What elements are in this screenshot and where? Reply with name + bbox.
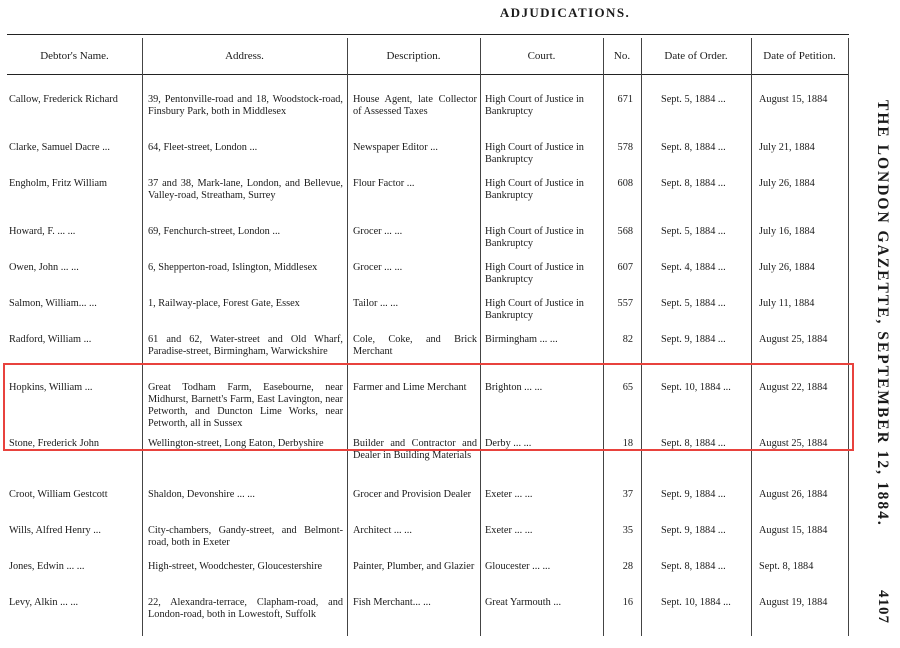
cell-no: 18 (622, 438, 633, 449)
column-divider (142, 38, 143, 636)
cell-address: Shaldon, Devonshire ... ... (148, 489, 255, 500)
cell-court: Derby ... ... (485, 438, 532, 449)
header-debtor: Debtor's Name. (40, 50, 109, 62)
header-rule (7, 74, 849, 75)
page-heading: ADJUDICATIONS. (499, 5, 631, 20)
cell-court: High Court of Justice in Bankruptcy (485, 262, 584, 285)
cell-debtor: Howard, F. ... ... (9, 226, 76, 237)
cell-no: 557 (617, 298, 633, 309)
cell-order: Sept. 8, 1884 ... (661, 142, 726, 153)
cell-order: Sept. 10, 1884 ... (661, 597, 731, 608)
cell-order: Sept. 4, 1884 ... (661, 262, 726, 273)
cell-petition: July 11, 1884 (759, 298, 815, 309)
cell-address: 37 and 38, Mark-lane, London, and Bellevue, Valley-road, Streatham, Surrey (148, 178, 343, 201)
cell-debtor: Callow, Frederick Richard (9, 94, 118, 105)
cell-no: 35 (622, 525, 633, 536)
cell-petition: July 16, 1884 (759, 226, 815, 237)
cell-petition: July 21, 1884 (759, 142, 815, 153)
cell-order: Sept. 9, 1884 ... (661, 334, 726, 345)
cell-address: 39, Pentonville-road and 18, Woodstock-road, Finsbury Park, both in Middlesex (148, 94, 343, 117)
cell-description: Fish Merchant... ... (353, 597, 431, 608)
cell-address: High-street, Woodchester, Gloucestershire (148, 561, 323, 572)
cell-no: 578 (617, 142, 633, 153)
cell-no: 16 (622, 597, 633, 608)
cell-description: Builder and Contractor and Dealer in Building Materials (353, 438, 477, 461)
cell-debtor: Jones, Edwin ... ... (9, 561, 85, 572)
cell-petition: July 26, 1884 (759, 178, 815, 189)
cell-court: Brighton ... ... (485, 382, 543, 393)
cell-petition: August 22, 1884 (759, 382, 828, 393)
cell-petition: August 25, 1884 (759, 334, 828, 345)
header-address: Address. (225, 50, 264, 62)
cell-court: High Court of Justice in Bankruptcy (485, 94, 584, 117)
cell-no: 82 (622, 334, 633, 345)
cell-debtor: Hopkins, William ... (9, 382, 93, 393)
cell-address: 69, Fenchurch-street, London ... (148, 226, 281, 237)
header-petition: Date of Petition. (763, 50, 836, 62)
cell-petition: Sept. 8, 1884 (759, 561, 814, 572)
cell-court: Exeter ... ... (485, 525, 533, 536)
gazette-title: THE LONDON GAZETTE, SEPTEMBER 12, 1884. (874, 100, 891, 527)
cell-description: Tailor ... ... (353, 298, 399, 309)
cell-debtor: Owen, John ... ... (9, 262, 79, 273)
cell-order: Sept. 9, 1884 ... (661, 525, 726, 536)
adjudications-table (7, 34, 849, 640)
cell-address: 1, Railway-place, Forest Gate, Essex (148, 298, 300, 309)
cell-no: 28 (622, 561, 633, 572)
cell-debtor: Clarke, Samuel Dacre ... (9, 142, 110, 153)
cell-order: Sept. 8, 1884 ... (661, 438, 726, 449)
cell-no: 608 (617, 178, 633, 189)
cell-no: 671 (617, 94, 633, 105)
header-no: No. (613, 50, 631, 62)
cell-court: Great Yarmouth ... (485, 597, 562, 608)
table-top-rule (7, 34, 849, 35)
cell-description: Architect ... ... (353, 525, 412, 536)
cell-petition: August 19, 1884 (759, 597, 828, 608)
cell-order: Sept. 9, 1884 ... (661, 489, 726, 500)
cell-address: 61 and 62, Water-street and Old Wharf, Paradise-street, Birmingham, Warwickshire (148, 334, 343, 357)
cell-order: Sept. 8, 1884 ... (661, 561, 726, 572)
cell-petition: August 25, 1884 (759, 438, 828, 449)
cell-court: High Court of Justice in Bankruptcy (485, 226, 584, 249)
cell-description: House Agent, late Collector of Assessed Taxes (353, 94, 477, 117)
cell-no: 65 (622, 382, 633, 393)
cell-petition: August 15, 1884 (759, 525, 828, 536)
cell-debtor: Levy, Alkin ... ... (9, 597, 79, 608)
cell-address: Wellington-street, Long Eaton, Derbyshire (148, 438, 324, 449)
cell-description: Newspaper Editor ... (353, 142, 438, 153)
cell-court: Birmingham ... ... (485, 334, 558, 345)
page-number: 4107 (875, 590, 891, 624)
cell-address: City-chambers, Gandy-street, and Belmont-road, both in Exeter (148, 525, 343, 548)
cell-debtor: Radford, William ... (9, 334, 92, 345)
column-divider (603, 38, 604, 636)
header-order: Date of Order. (664, 50, 728, 62)
cell-description: Grocer ... ... (353, 226, 403, 237)
column-divider (641, 38, 642, 636)
cell-petition: August 15, 1884 (759, 94, 828, 105)
cell-no: 37 (622, 489, 633, 500)
cell-no: 607 (617, 262, 633, 273)
cell-description: Painter, Plumber, and Glazier (353, 561, 475, 572)
cell-address: 22, Alexandra-terrace, Clapham-road, and London-road, both in Lowestoft, Suffolk (148, 597, 343, 620)
highlight-box (3, 363, 854, 451)
cell-description: Farmer and Lime Merchant (353, 382, 467, 393)
cell-description: Grocer ... ... (353, 262, 403, 273)
column-divider (347, 38, 348, 636)
cell-description: Grocer and Provision Dealer (353, 489, 472, 500)
cell-debtor: Engholm, Fritz William (9, 178, 108, 189)
cell-debtor: Croot, William Gestcott (9, 489, 108, 500)
cell-court: Exeter ... ... (485, 489, 533, 500)
cell-court: High Court of Justice in Bankruptcy (485, 178, 584, 201)
cell-debtor: Stone, Frederick John (9, 438, 100, 449)
cell-order: Sept. 8, 1884 ... (661, 178, 726, 189)
cell-order: Sept. 5, 1884 ... (661, 226, 726, 237)
header-court: Court. (527, 50, 556, 62)
cell-address: 64, Fleet-street, London ... (148, 142, 258, 153)
cell-debtor: Salmon, William... ... (9, 298, 97, 309)
cell-description: Flour Factor ... (353, 178, 415, 189)
cell-order: Sept. 5, 1884 ... (661, 298, 726, 309)
header-description: Description. (386, 50, 441, 62)
cell-debtor: Wills, Alfred Henry ... (9, 525, 101, 536)
cell-court: High Court of Justice in Bankruptcy (485, 298, 584, 321)
column-divider (480, 38, 481, 636)
cell-court: High Court of Justice in Bankruptcy (485, 142, 584, 165)
cell-order: Sept. 5, 1884 ... (661, 94, 726, 105)
cell-order: Sept. 10, 1884 ... (661, 382, 731, 393)
cell-description: Cole, Coke, and Brick Merchant (353, 334, 477, 357)
cell-address: Great Todham Farm, Easebourne, near Midhurst, Barnett's Farm, East Lavington, near Petworth, and Duncton Lime Works, near Petworth, all in Sussex (148, 382, 343, 429)
cell-petition: August 26, 1884 (759, 489, 828, 500)
cell-court: Gloucester ... ... (485, 561, 551, 572)
column-divider (848, 38, 849, 636)
cell-address: 6, Shepperton-road, Islington, Middlesex (148, 262, 318, 273)
cell-petition: July 26, 1884 (759, 262, 815, 273)
cell-no: 568 (617, 226, 633, 237)
